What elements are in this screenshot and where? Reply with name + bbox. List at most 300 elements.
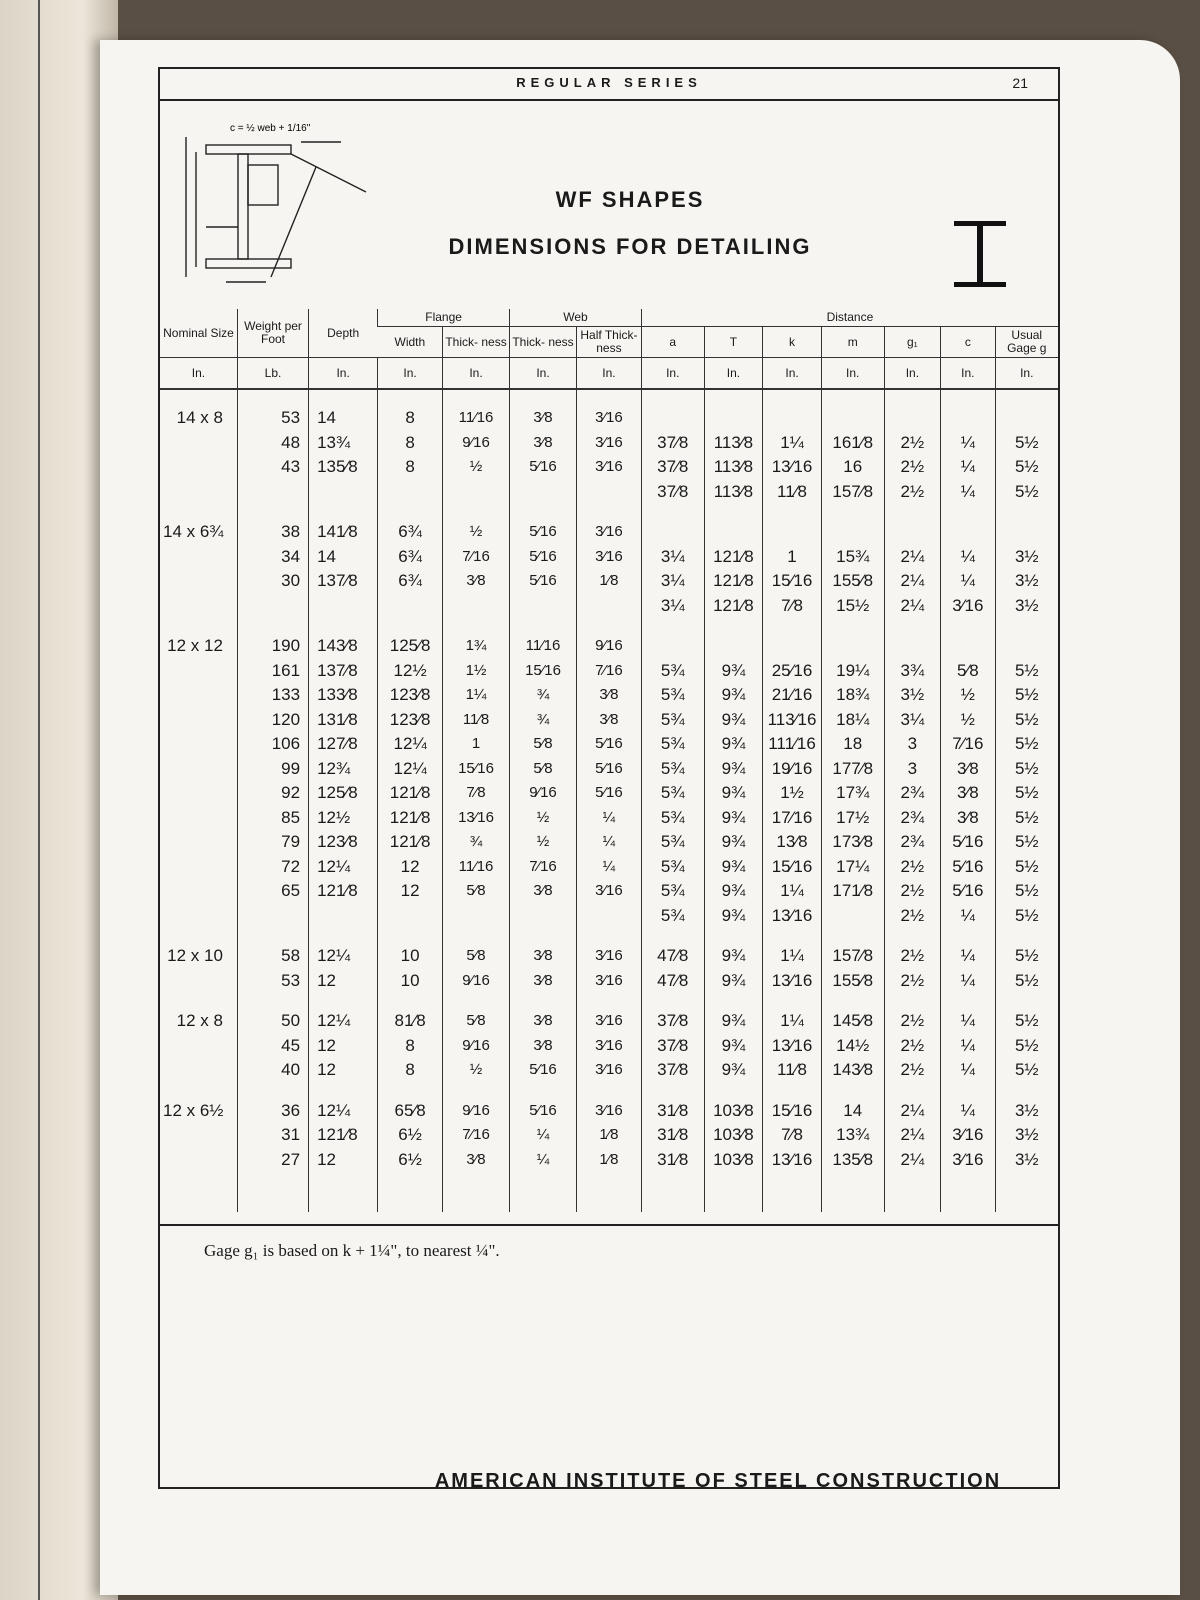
header-web-half-thickness: Half Thick- ness [576,327,641,358]
flange-thickness-cell: 1¾ [443,634,510,659]
a-cell: 3¼ [641,545,704,570]
k-cell: 1¼ [763,944,822,969]
a-cell: 37⁄8 [641,431,704,456]
g1-cell: 2¾ [884,781,941,806]
header-weight: Weight per Foot [237,309,308,358]
m-cell: 16 [821,455,884,480]
flange-width-cell: 125⁄8 [378,634,443,659]
weight-cell: 85 [237,806,308,831]
nominal-size-cell [160,806,237,831]
T-cell: 9¾ [704,806,763,831]
c-cell: ¼ [941,569,995,594]
depth-cell: 121⁄8 [309,1123,378,1148]
m-cell: 18¾ [821,683,884,708]
flange-thickness-cell: 9⁄16 [443,969,510,994]
c-cell: 3⁄8 [941,806,995,831]
c-cell: ½ [941,708,995,733]
c-cell [941,634,995,659]
weight-cell: 79 [237,830,308,855]
depth-cell [309,480,378,505]
a-cell: 37⁄8 [641,455,704,480]
k-cell: 21⁄16 [763,683,822,708]
header-a: a [641,327,704,358]
web-thickness-cell: 3⁄8 [510,431,577,456]
g1-cell: 3¾ [884,659,941,684]
web-thickness-cell: 3⁄8 [510,406,577,431]
footnote: Gage g₁ is based on k + 1¼", to nearest ¼". [204,1241,500,1260]
group-spacer [160,618,1058,634]
flange-width-cell: 8 [378,431,443,456]
web-half-thickness-cell: 1⁄8 [576,1148,641,1173]
group-spacer [160,993,1058,1009]
depth-cell: 12 [309,1034,378,1059]
g1-cell: 2½ [884,1034,941,1059]
flange-width-cell: 6¾ [378,569,443,594]
web-thickness-cell: 5⁄16 [510,1099,577,1124]
depth-cell: 131⁄8 [309,708,378,733]
i-beam-icon [950,219,1010,289]
c-cell: ¼ [941,1058,995,1083]
m-cell: 143⁄8 [821,1058,884,1083]
c-cell: 5⁄8 [941,659,995,684]
k-cell: 1¼ [763,431,822,456]
k-cell: 1 [763,545,822,570]
web-thickness-cell [510,904,577,929]
web-half-thickness-cell: 5⁄16 [576,732,641,757]
web-half-thickness-cell: 3⁄16 [576,944,641,969]
T-cell: 103⁄8 [704,1123,763,1148]
usual-gage-cell: 3½ [995,545,1058,570]
g1-cell: 3¼ [884,708,941,733]
T-cell: 9¾ [704,1009,763,1034]
web-thickness-cell: ½ [510,806,577,831]
a-cell: 5¾ [641,659,704,684]
weight-cell: 133 [237,683,308,708]
g1-cell: 2½ [884,944,941,969]
web-half-thickness-cell: 3⁄16 [576,1009,641,1034]
web-half-thickness-cell: ¼ [576,830,641,855]
g1-cell: 2¼ [884,594,941,619]
unit-cell: In. [576,358,641,390]
k-cell: 1¼ [763,879,822,904]
k-cell: 13⁄8 [763,830,822,855]
k-cell: 25⁄16 [763,659,822,684]
c-cell: 5⁄16 [941,830,995,855]
flange-width-cell: 6¾ [378,545,443,570]
a-cell: 5¾ [641,879,704,904]
c-cell [941,520,995,545]
m-cell: 171⁄8 [821,879,884,904]
unit-cell: In. [309,358,378,390]
m-cell: 15¾ [821,545,884,570]
a-cell: 37⁄8 [641,1034,704,1059]
weight-cell: 120 [237,708,308,733]
nominal-size-cell [160,683,237,708]
weight-cell: 58 [237,944,308,969]
web-thickness-cell [510,480,577,505]
a-cell: 31⁄8 [641,1099,704,1124]
depth-cell: 125⁄8 [309,781,378,806]
a-cell: 3¼ [641,594,704,619]
flange-thickness-cell: 3⁄8 [443,569,510,594]
table-row [160,1148,1058,1173]
flange-thickness-cell: 7⁄16 [443,545,510,570]
nominal-size-cell [160,732,237,757]
web-half-thickness-cell: 3⁄16 [576,455,641,480]
T-cell: 103⁄8 [704,1099,763,1124]
unit-cell: In. [821,358,884,390]
web-half-thickness-cell: 3⁄8 [576,708,641,733]
T-cell: 9¾ [704,855,763,880]
c-cell: 5⁄16 [941,855,995,880]
unit-cell: In. [704,358,763,390]
running-head: REGULAR SERIES [516,75,702,90]
k-cell: 1½ [763,781,822,806]
usual-gage-cell: 3½ [995,1099,1058,1124]
k-cell: 17⁄16 [763,806,822,831]
k-cell: 7⁄8 [763,1123,822,1148]
c-cell: 5⁄16 [941,879,995,904]
a-cell: 47⁄8 [641,944,704,969]
m-cell: 155⁄8 [821,569,884,594]
weight-cell: 48 [237,431,308,456]
table-row [160,904,1058,929]
a-cell: 5¾ [641,806,704,831]
web-half-thickness-cell: 3⁄16 [576,969,641,994]
footnote-rule [160,1224,1058,1226]
web-half-thickness-cell [576,594,641,619]
m-cell: 14 [821,1099,884,1124]
a-cell: 5¾ [641,855,704,880]
usual-gage-cell: 5½ [995,659,1058,684]
m-cell: 17¾ [821,781,884,806]
c-cell: 3⁄8 [941,757,995,782]
table-row [160,455,1058,480]
c-cell: ¼ [941,431,995,456]
T-cell [704,520,763,545]
depth-cell: 12 [309,1058,378,1083]
g1-cell: 2½ [884,455,941,480]
usual-gage-cell: 5½ [995,431,1058,456]
a-cell [641,634,704,659]
web-half-thickness-cell: 1⁄8 [576,569,641,594]
nominal-size-cell [160,1148,237,1173]
web-thickness-cell: 5⁄8 [510,757,577,782]
g1-cell: 2½ [884,855,941,880]
header-T: T [704,327,763,358]
flange-width-cell: 10 [378,944,443,969]
flange-width-cell: 8 [378,455,443,480]
weight-cell [237,480,308,505]
a-cell: 37⁄8 [641,1058,704,1083]
flange-thickness-cell: 11⁄16 [443,406,510,431]
T-cell: 121⁄8 [704,545,763,570]
a-cell: 31⁄8 [641,1123,704,1148]
c-cell: ¼ [941,1099,995,1124]
table-row [160,708,1058,733]
web-half-thickness-cell: 3⁄16 [576,520,641,545]
c-cell: ¼ [941,480,995,505]
k-cell: 111⁄16 [763,732,822,757]
header-depth: Depth [309,309,378,358]
c-cell: 3⁄16 [941,1148,995,1173]
table-row [160,545,1058,570]
page-number: 21 [1012,75,1028,91]
weight-cell: 34 [237,545,308,570]
unit-cell: Lb. [237,358,308,390]
depth-cell: 12 [309,1148,378,1173]
web-thickness-cell: 11⁄16 [510,634,577,659]
table-row [160,969,1058,994]
T-cell: 9¾ [704,830,763,855]
flange-width-cell: 12 [378,855,443,880]
m-cell [821,406,884,431]
nominal-size-cell [160,545,237,570]
weight-cell [237,594,308,619]
usual-gage-cell: 5½ [995,708,1058,733]
k-cell: 13⁄16 [763,969,822,994]
a-cell [641,520,704,545]
flange-thickness-cell: ½ [443,1058,510,1083]
m-cell: 173⁄8 [821,830,884,855]
m-cell: 157⁄8 [821,480,884,505]
weight-cell: 38 [237,520,308,545]
web-thickness-cell: ½ [510,830,577,855]
m-cell: 17¼ [821,855,884,880]
table-row [160,659,1058,684]
table-row [160,406,1058,431]
flange-width-cell: 6½ [378,1148,443,1173]
c-cell: ½ [941,683,995,708]
table-row [160,431,1058,456]
T-cell: 9¾ [704,1058,763,1083]
a-cell: 47⁄8 [641,969,704,994]
depth-cell: 141⁄8 [309,520,378,545]
weight-cell: 190 [237,634,308,659]
web-thickness-cell: 9⁄16 [510,781,577,806]
web-half-thickness-cell: 3⁄8 [576,683,641,708]
m-cell [821,520,884,545]
flange-thickness-cell: 13⁄16 [443,806,510,831]
a-cell: 5¾ [641,757,704,782]
depth-cell: 12½ [309,806,378,831]
g1-cell: 2¾ [884,830,941,855]
a-cell: 5¾ [641,683,704,708]
flange-width-cell: 121⁄8 [378,830,443,855]
usual-gage-cell: 5½ [995,855,1058,880]
web-thickness-cell: ¼ [510,1123,577,1148]
usual-gage-cell: 5½ [995,1034,1058,1059]
nominal-size-cell: 12 x 12 [167,636,223,655]
c-cell: 3⁄16 [941,1123,995,1148]
flange-thickness-cell: ½ [443,455,510,480]
web-half-thickness-cell: 3⁄16 [576,1034,641,1059]
unit-cell: In. [378,358,443,390]
depth-cell: 121⁄8 [309,879,378,904]
c-cell: ¼ [941,944,995,969]
flange-thickness-cell [443,904,510,929]
table-row [160,1034,1058,1059]
diagram-label: c = ½ web + 1/16" [230,123,311,134]
web-half-thickness-cell: ¼ [576,806,641,831]
header-web-thickness: Thick- ness [510,327,577,358]
table-row [160,594,1058,619]
unit-cell: In. [995,358,1058,390]
web-half-thickness-cell: 7⁄16 [576,659,641,684]
web-half-thickness-cell: ¼ [576,855,641,880]
flange-thickness-cell: 1 [443,732,510,757]
depth-cell: 14 [309,406,378,431]
group-spacer [160,389,1058,406]
g1-cell: 2¼ [884,1123,941,1148]
nominal-size-cell: 14 x 6¾ [163,522,224,541]
T-cell: 9¾ [704,944,763,969]
flange-width-cell: 121⁄8 [378,806,443,831]
g1-cell [884,634,941,659]
weight-cell: 65 [237,879,308,904]
usual-gage-cell: 5½ [995,732,1058,757]
flange-thickness-cell: ½ [443,520,510,545]
usual-gage-cell: 5½ [995,1058,1058,1083]
a-cell: 37⁄8 [641,480,704,505]
weight-cell: 72 [237,855,308,880]
m-cell: 18¼ [821,708,884,733]
k-cell [763,520,822,545]
c-cell: 3⁄8 [941,781,995,806]
nominal-size-cell [160,455,237,480]
T-cell: 9¾ [704,904,763,929]
web-half-thickness-cell: 5⁄16 [576,757,641,782]
flange-width-cell: 12¼ [378,732,443,757]
header-k: k [763,327,822,358]
usual-gage-cell: 5½ [995,1009,1058,1034]
a-cell: 5¾ [641,781,704,806]
table-row [160,944,1058,969]
web-thickness-cell: 5⁄16 [510,520,577,545]
c-cell: ¼ [941,904,995,929]
table-row [160,1058,1058,1083]
table-row [160,1099,1058,1124]
table-row [160,855,1058,880]
g1-cell: 2½ [884,879,941,904]
a-cell: 5¾ [641,732,704,757]
depth-cell: 123⁄8 [309,830,378,855]
c-cell: 7⁄16 [941,732,995,757]
a-cell: 5¾ [641,904,704,929]
flange-width-cell: 6¾ [378,520,443,545]
T-cell: 9¾ [704,732,763,757]
a-cell: 37⁄8 [641,1009,704,1034]
flange-width-cell: 123⁄8 [378,683,443,708]
depth-cell: 12 [309,969,378,994]
flange-width-cell: 123⁄8 [378,708,443,733]
k-cell: 19⁄16 [763,757,822,782]
k-cell: 15⁄16 [763,1099,822,1124]
flange-thickness-cell [443,594,510,619]
g1-cell [884,406,941,431]
flange-thickness-cell: 11⁄8 [443,708,510,733]
weight-cell: 30 [237,569,308,594]
usual-gage-cell [995,406,1058,431]
flange-width-cell: 12¼ [378,757,443,782]
m-cell: 155⁄8 [821,969,884,994]
weight-cell: 161 [237,659,308,684]
m-cell [821,904,884,929]
weight-cell: 40 [237,1058,308,1083]
depth-cell: 12¾ [309,757,378,782]
web-thickness-cell: 3⁄8 [510,969,577,994]
m-cell: 18 [821,732,884,757]
web-thickness-cell: 5⁄16 [510,545,577,570]
table-row [160,569,1058,594]
c-cell: ¼ [941,1034,995,1059]
header-c: c [941,327,995,358]
m-cell: 145⁄8 [821,1009,884,1034]
c-cell: ¼ [941,545,995,570]
T-cell: 103⁄8 [704,1148,763,1173]
header-flange: Flange [378,309,510,327]
flange-thickness-cell: 3⁄8 [443,1148,510,1173]
web-half-thickness-cell: 9⁄16 [576,634,641,659]
k-cell: 15⁄16 [763,569,822,594]
flange-width-cell: 8 [378,1058,443,1083]
flange-thickness-cell [443,480,510,505]
unit-cell: In. [763,358,822,390]
header-rule [160,99,1058,101]
flange-width-cell: 121⁄8 [378,781,443,806]
k-cell: 1¼ [763,1009,822,1034]
T-cell: 9¾ [704,708,763,733]
header-web: Web [510,309,642,327]
nominal-size-cell [160,569,237,594]
T-cell: 113⁄8 [704,480,763,505]
web-half-thickness-cell [576,480,641,505]
g1-cell: 2½ [884,431,941,456]
k-cell: 13⁄16 [763,455,822,480]
nominal-size-cell [160,708,237,733]
depth-cell: 143⁄8 [309,634,378,659]
table-row [160,830,1058,855]
g1-cell: 3½ [884,683,941,708]
weight-cell: 36 [237,1099,308,1124]
table-row [160,732,1058,757]
nominal-size-cell [160,830,237,855]
usual-gage-cell: 5½ [995,480,1058,505]
g1-cell: 2½ [884,480,941,505]
k-cell: 11⁄8 [763,1058,822,1083]
flange-thickness-cell: 5⁄8 [443,879,510,904]
flange-thickness-cell: 15⁄16 [443,757,510,782]
header-flange-thickness: Thick- ness [443,327,510,358]
web-thickness-cell: 7⁄16 [510,855,577,880]
nominal-size-cell [160,781,237,806]
c-cell: 3⁄16 [941,594,995,619]
nominal-size-cell [160,904,237,929]
depth-cell: 12¼ [309,1009,378,1034]
m-cell: 135⁄8 [821,1148,884,1173]
g1-cell: 2½ [884,1009,941,1034]
web-thickness-cell: 15⁄16 [510,659,577,684]
g1-cell: 2¼ [884,569,941,594]
usual-gage-cell: 3½ [995,569,1058,594]
table-row [160,879,1058,904]
m-cell [821,634,884,659]
m-cell: 17½ [821,806,884,831]
flange-thickness-cell: 11⁄16 [443,855,510,880]
table-row [160,683,1058,708]
web-half-thickness-cell: 3⁄16 [576,1058,641,1083]
usual-gage-cell: 3½ [995,1148,1058,1173]
